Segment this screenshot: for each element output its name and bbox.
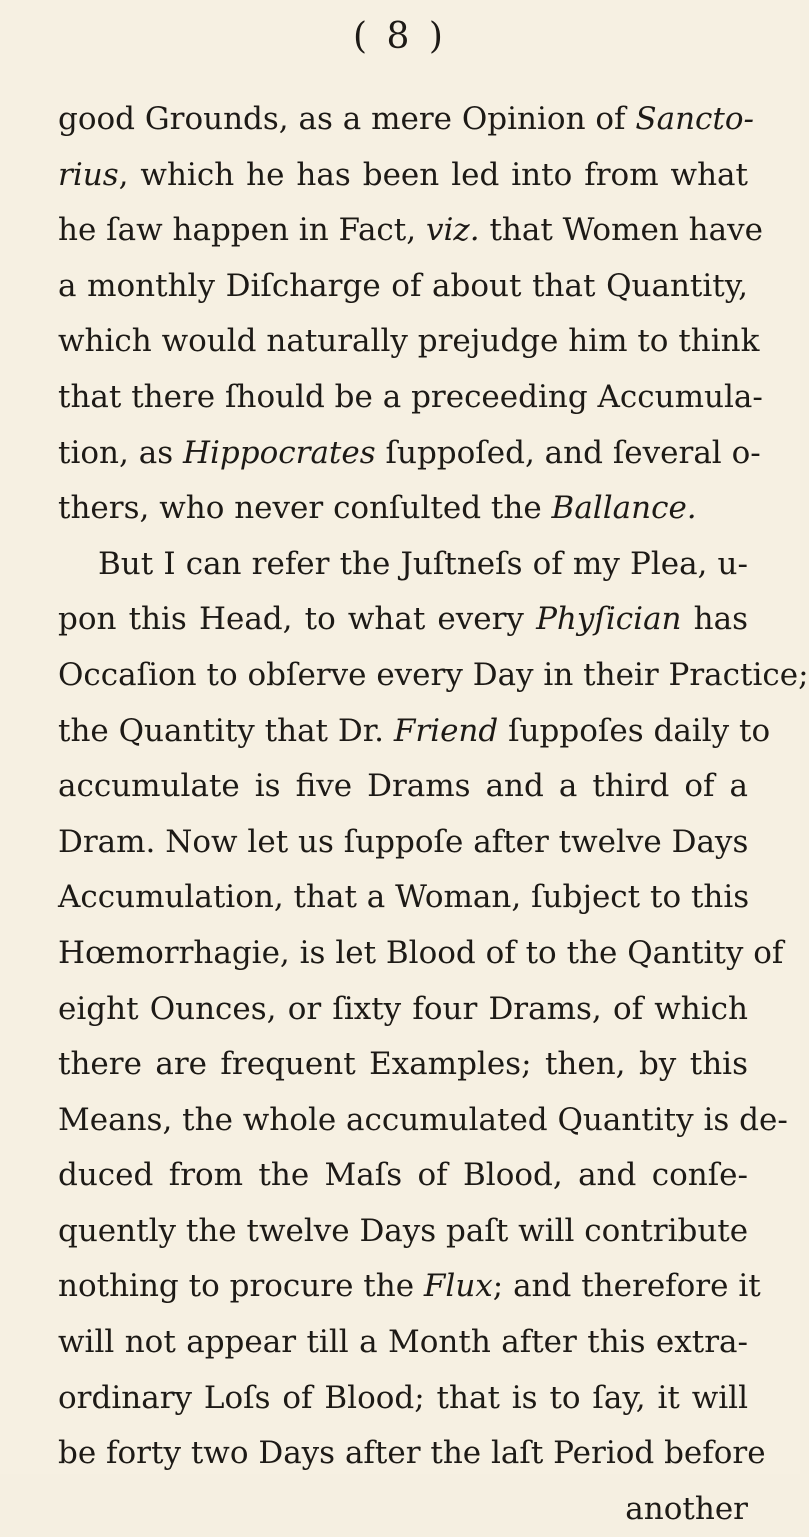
text-line: [58, 1259, 761, 1315]
text-segment: Hœmorrhagie, is let Blood of to the Qantity of: [58, 934, 784, 971]
text-line: [58, 314, 760, 370]
text-segment: ordinary Loſs of Blood; that is to ſay, it will: [58, 1379, 748, 1416]
text-line: [58, 648, 809, 704]
text-line: [58, 1204, 748, 1260]
italic-text: Hippocrates: [182, 434, 376, 471]
text-segment: eight Ounces, or ſixty four Drams, of which: [58, 990, 748, 1027]
text-segment: the Quantity that Dr.: [58, 712, 394, 749]
text-segment: be forty two Days after the laſt Period before: [58, 1435, 766, 1472]
text-line: [58, 1093, 788, 1149]
text-line: [58, 370, 763, 426]
text-segment: duced from the Maſs of Blood, and conſe-: [58, 1157, 748, 1194]
text-segment: ſuppoſes daily to: [498, 712, 771, 749]
text-segment: a monthly Diſcharge of about that Quantity,: [58, 267, 748, 304]
text-segment: pon this Head, to what every: [58, 601, 537, 638]
page-number: ( 8 ): [353, 16, 447, 57]
text-line: [58, 982, 748, 1038]
text-segment: ſuppoſed, and ſeveral o-: [375, 434, 761, 471]
text-segment: ; and therefore it: [492, 1268, 761, 1305]
text-segment: there are frequent Examples; then, by this: [58, 1046, 748, 1083]
text-segment: Accumulation, that a Woman, ſubject to this: [58, 879, 750, 916]
text-segment: , which he has been led into from what: [118, 156, 748, 193]
text-line: [58, 592, 748, 648]
text-segment: that there ſhould be a preceeding Accumula-: [58, 378, 763, 415]
text-segment: which would naturally prejudge him to think: [58, 323, 760, 360]
text-segment: accumulate is five Drams and a third of a: [58, 768, 748, 805]
text-line: [58, 1148, 748, 1204]
italic-text: Ballance.: [551, 490, 697, 527]
text-line: [58, 704, 771, 760]
text-line: [58, 92, 755, 148]
text-line: [58, 926, 784, 982]
italic-text: Friend: [393, 712, 499, 749]
text-line: [58, 148, 748, 204]
text-segment: Occaſion to obſerve every Day in their Practice;: [58, 656, 809, 693]
text-segment: that Women have: [479, 212, 763, 249]
italic-text: rius: [58, 156, 119, 193]
text-line: [58, 1037, 748, 1093]
italic-text: Phyſician: [536, 601, 682, 638]
italic-text: Sancto-: [635, 101, 755, 137]
text-line: [58, 537, 748, 593]
text-segment: But I can refer the Juſtneſs of my Plea, u-: [98, 545, 748, 582]
text-line: [58, 1315, 748, 1371]
text-line: [58, 1426, 766, 1482]
text-line: [58, 1371, 748, 1427]
text-line: [58, 426, 761, 482]
body-text: [58, 92, 809, 1537]
text-segment: nothing to procure the: [58, 1268, 424, 1305]
text-segment: thers, who never conſulted the: [58, 490, 552, 527]
text-segment: tion, as: [58, 434, 183, 471]
text-segment: will not appear till a Month after this extra-: [58, 1324, 748, 1361]
text-segment: Dram. Now let us ſuppoſe after twelve Days: [58, 823, 749, 860]
text-segment: he ſaw happen in Fact,: [58, 212, 426, 249]
text-line: [58, 203, 763, 259]
text-line: [58, 815, 748, 871]
text-segment: good Grounds, as a mere Opinion of: [58, 101, 636, 137]
text-line: [58, 870, 748, 926]
italic-text: viz.: [425, 212, 480, 249]
text-line: [58, 481, 748, 537]
text-line: [58, 259, 748, 315]
catchword: another: [625, 1490, 748, 1527]
text-segment: has: [681, 601, 748, 638]
text-line: [58, 759, 748, 815]
text-segment: quently the twelve Days paſt will contribute: [58, 1212, 749, 1249]
italic-text: Flux: [423, 1268, 493, 1305]
text-segment: Means, the whole accumulated Quantity is de-: [58, 1101, 788, 1138]
